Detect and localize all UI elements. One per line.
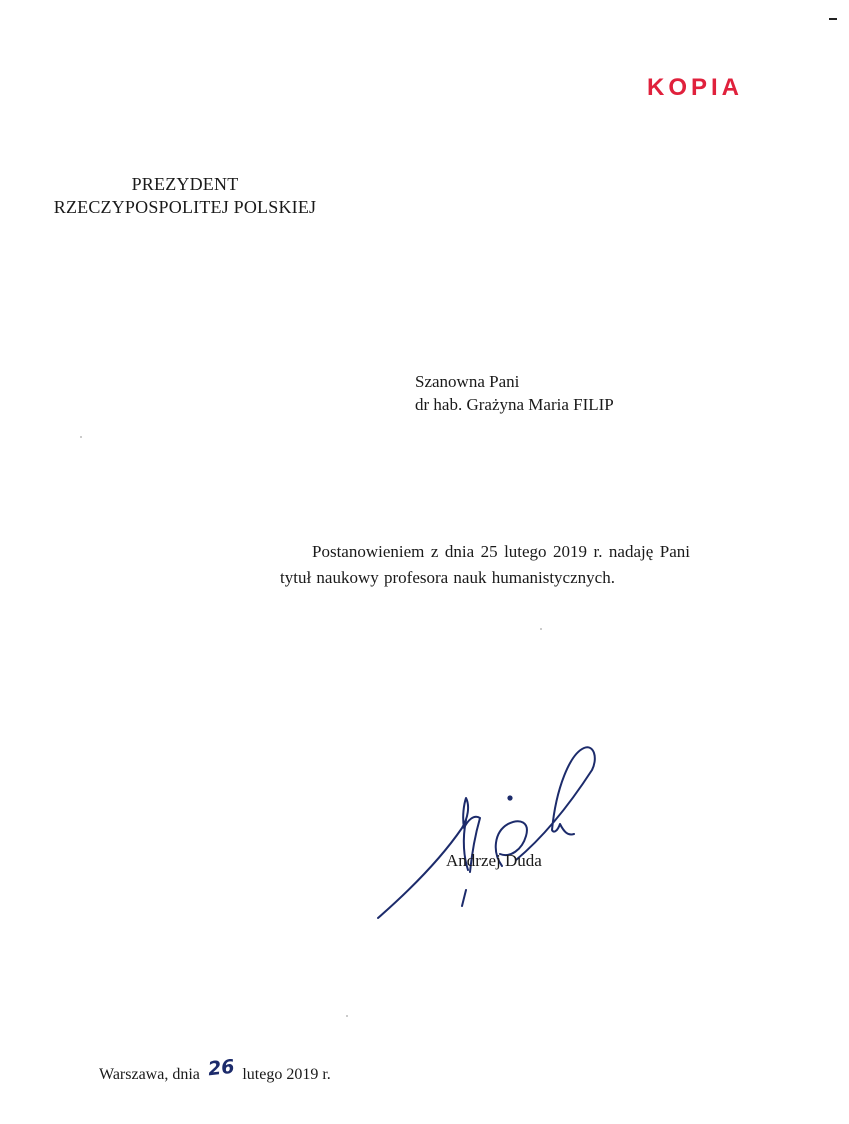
place-and-date bbox=[99, 1055, 331, 1084]
handwritten-day: 26 bbox=[206, 1055, 236, 1081]
scan-speck bbox=[80, 436, 82, 438]
scan-speck bbox=[346, 1015, 348, 1017]
signer-name: Andrzej Duda bbox=[446, 851, 542, 870]
letter-body: Postanowieniem z dnia 25 lutego 2019 r. nadaję Pani tytuł naukowy profesora nauk humanistycznych. bbox=[280, 542, 690, 587]
issuer-country: RZECZYPOSPOLITEJ POLSKIEJ bbox=[53, 197, 317, 217]
scan-speck bbox=[540, 628, 542, 630]
date-suffix: lutego 2019 r. bbox=[242, 1066, 331, 1083]
issuer-title: PREZYDENT bbox=[131, 174, 239, 194]
recipient-name: dr hab. Grażyna Maria FILIP bbox=[415, 395, 614, 414]
recipient-block bbox=[415, 370, 614, 416]
issuer-heading bbox=[20, 173, 350, 219]
date-prefix: Warszawa, dnia bbox=[99, 1066, 200, 1083]
copy-stamp: KOPIA bbox=[647, 74, 744, 101]
recipient-salutation: Szanowna Pani bbox=[415, 372, 520, 391]
handwritten-signature bbox=[370, 740, 610, 930]
scan-corner-mark bbox=[829, 18, 837, 20]
